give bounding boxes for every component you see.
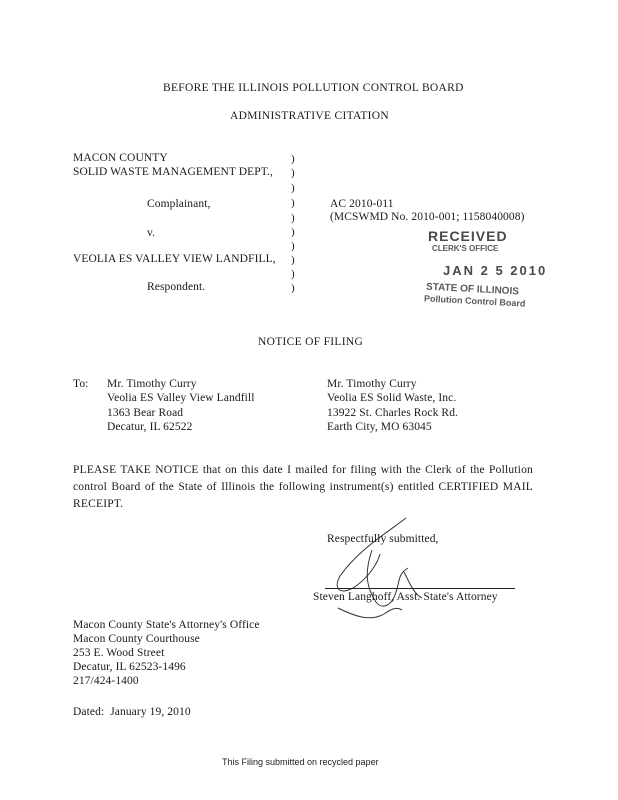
recipient1-line: Decatur, IL 62522: [107, 421, 193, 433]
office-line: Macon County State's Attorney's Office: [73, 619, 260, 631]
notice-body: [73, 462, 533, 513]
recipient2-line: Mr. Timothy Curry: [327, 378, 417, 390]
office-line: Decatur, IL 62523-1496: [73, 661, 186, 673]
complainant-name-line2: SOLID WASTE MANAGEMENT DEPT.,: [73, 166, 273, 178]
caption-paren: ): [291, 182, 295, 194]
case-number: AC 2010-011: [330, 198, 394, 210]
signer-name: Steven Langhoff, Asst. State's Attorney: [313, 591, 498, 603]
caption-paren: ): [291, 254, 295, 266]
dated-line: Dated: January 19, 2010: [73, 706, 191, 718]
mcswmd-number: (MCSWMD No. 2010-001; 1158040008): [330, 211, 525, 223]
caption-paren: ): [291, 197, 295, 209]
notice-body-lead: PLEASE TAKE NOTICE: [73, 464, 199, 476]
board-heading: BEFORE THE ILLINOIS POLLUTION CONTROL BOARD: [163, 82, 464, 94]
received-stamp-title: RECEIVED: [428, 228, 508, 244]
recipient1-line: 1363 Bear Road: [107, 407, 184, 419]
versus-label: v.: [147, 227, 156, 239]
received-stamp-state: STATE OF ILLINOIS: [425, 281, 520, 298]
office-line: 253 E. Wood Street: [73, 647, 165, 659]
signature-line: [325, 588, 515, 589]
caption-paren: ): [291, 153, 295, 165]
notice-body-text: that on this date I mailed for filing with the Clerk of the Pollution control Board of the State of Illinois the following instrument(s) entitled CERTIFIED MAIL RECEIPT.: [73, 464, 534, 510]
caption-paren: ): [291, 282, 295, 294]
received-stamp-board: Pollution Control Board: [423, 293, 526, 309]
recipient1-line: Veolia ES Valley View Landfill: [107, 392, 255, 404]
handwritten-signature: [318, 510, 438, 630]
received-stamp-office: CLERK'S OFFICE: [432, 244, 499, 253]
complainant-role: Complainant,: [147, 198, 211, 210]
recipient2-line: Earth City, MO 63045: [327, 421, 432, 433]
document-type-heading: ADMINISTRATIVE CITATION: [230, 110, 389, 122]
recipient1-line: Mr. Timothy Curry: [107, 378, 197, 390]
signature-closing: Respectfully submitted,: [327, 533, 439, 545]
notice-title: NOTICE OF FILING: [258, 336, 364, 348]
office-line: 217/424-1400: [73, 675, 139, 687]
respondent-name: VEOLIA ES VALLEY VIEW LANDFILL,: [73, 253, 276, 265]
recycled-paper-footer: This Filing submitted on recycled paper: [222, 757, 379, 767]
caption-paren: ): [291, 240, 295, 252]
office-line: Macon County Courthouse: [73, 633, 200, 645]
complainant-name-line1: MACON COUNTY: [73, 152, 168, 164]
caption-paren: ): [291, 167, 295, 179]
received-stamp-date: JAN 2 5 2010: [443, 263, 548, 278]
caption-paren: ): [291, 268, 295, 280]
recipient2-line: 13922 St. Charles Rock Rd.: [327, 407, 459, 419]
to-label: To:: [73, 378, 89, 390]
caption-paren: ): [291, 212, 295, 224]
respondent-role: Respondent.: [147, 281, 206, 293]
caption-paren: ): [291, 226, 295, 238]
recipient2-line: Veolia ES Solid Waste, Inc.: [327, 392, 457, 404]
